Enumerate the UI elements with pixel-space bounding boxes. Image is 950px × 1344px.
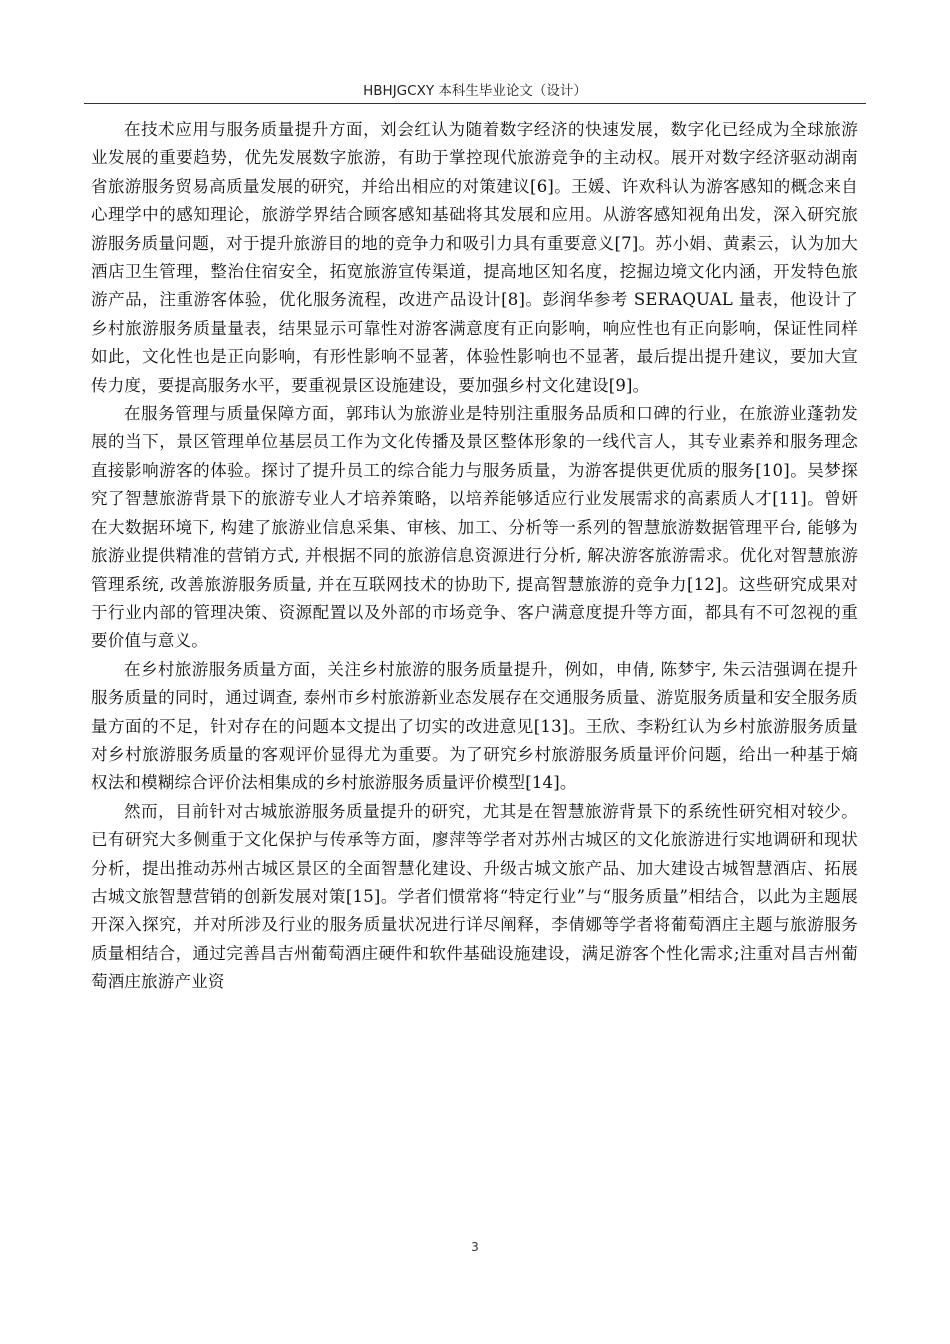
body-text (91, 116, 858, 997)
paragraph-service-management: 在服务管理与质量保障方面，郭玮认为旅游业是特别注重服务品质和口碑的行业，在旅游业蓬勃发展的当下，景区管理单位基层员工作为文化传播及景区整体形象的一线代言人，其专业素养和服务理念直接影响游客的体验。探讨了提升员工的综合能力与服务质量，为游客提供更优质的服务[10]。吴梦探究了智慧旅游背景下的旅游专业人才培养策略，以培养能够适应行业发展需求的高素质人才[11]。曾妍在大数据环境下, 构建了旅游业信息采集、审核、加工、分析等一系列的智慧旅游数据管理平台, 能够为旅游业提供精准的营销方式, 并根据不同的旅游信息资源进行分析, 解决游客旅游需求。优化对智慧旅游管理系统, 改善旅游服务质量, 并在互联网技术的协助下, 提高智慧旅游的竞争力[12]。这些研究成果对于行业内部的管理决策、资源配置以及外部的市场竞争、客户满意度提升等方面，都具有不可忽视的重要价值与意义。 (91, 404, 858, 651)
page-number: 3 (471, 1240, 479, 1254)
paragraph-tech-application: 在技术应用与服务质量提升方面，刘会红认为随着数字经济的快速发展，数字化已经成为全球旅游业发展的重要趋势，优先发展数字旅游，有助于掌控现代旅游竞争的主动权。展开对数字经济驱动湖南省旅游服务贸易高质量发展的研究，并给出相应的对策建议[6]。王媛、许欢科认为游客感知的概念来自心理学中的感知理论，旅游学界结合顾客感知基础将其发展和应用。从游客感知视角出发，深入研究旅游服务质量问题，对于提升旅游目的地的竞争力和吸引力具有重要意义[7]。苏小娟、黄素云，认为加大酒店卫生管理，整治住宿安全，拓宽旅游宣传渠道，提高地区知名度，挖掘边境文化内涵，开发特色旅游产品，注重游客体验，优化服务流程，改进产品设计[8]。彭润华参考 SERAQUAL 量表，他设计了乡村旅游服务质量量表，结果显示可靠性对游客满意度有正向影响，响应性也有正向影响，保证性同样如此，文化性也是正向影响，有形性影响不显著，体验性影响也不显著，最后提出提升建议，要加大宣传力度，要提高服务水平，要重视景区设施建设，要加强乡村文化建设[9]。 (91, 120, 858, 395)
running-header: HBHJGCXY 本科生毕业论文（设计） (363, 83, 587, 99)
paragraph-rural-tourism: 在乡村旅游服务质量方面，关注乡村旅游的服务质量提升，例如，申倩, 陈梦宇, 朱云洁强调在提升服务质量的同时，通过调查, 泰州市乡村旅游新业态发展存在交通服务质量、游览服务质量和安全服务质量方面的不足，针对存在的问题本文提出了切实的改进意见[13]。王欣、李粉红认为乡村旅游服务质量对乡村旅游服务质量的客观评价显得尤为重要。为了研究乡村旅游服务质量评价问题，给出一种基于熵权法和模糊综合评价法相集成的乡村旅游服务质量评价模型[14]。 (91, 659, 858, 793)
paragraph-ancient-city: 然而，目前针对古城旅游服务质量提升的研究，尤其是在智慧旅游背景下的系统性研究相对较少。已有研究大多侧重于文化保护与传承等方面，廖萍等学者对苏州古城区的文化旅游进行实地调研和现状分析，提出推动苏州古城区景区的全面智慧化建设、升级古城文旅产品、加大建设古城智慧酒店、拓展古城文旅智慧营销的创新发展对策[15]。学者们惯常将“特定行业”与“服务质量”相结合，以此为主题展开深入探究，并对所涉及行业的服务质量状况进行详尽阐释，李倩娜等学者将葡萄酒庄主题与旅游服务质量相结合，通过完善昌吉州葡萄酒庄硬件和软件基础设施建设，满足游客个性化需求;注重对昌吉州葡萄酒庄旅游产业资 (91, 801, 858, 992)
header-divider (84, 103, 866, 104)
